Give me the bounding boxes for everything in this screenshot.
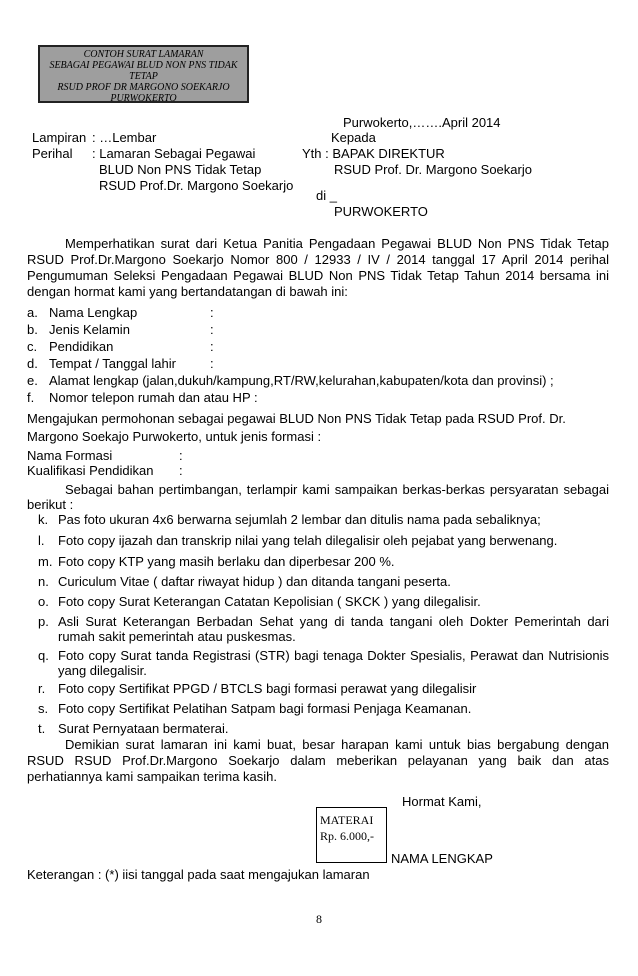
lampiran-label: Lampiran bbox=[32, 130, 87, 145]
requirement-label: p. bbox=[38, 614, 49, 629]
requirement-text: Pas foto ukuran 4x6 berwarna sejumlah 2 lembar dan ditulis nama pada sebaliknya; bbox=[58, 512, 541, 527]
field-text: Alamat lengkap (jalan,dukuh/kampung,RT/RW,kelurahan,kabupaten/kota dan provinsi) ; bbox=[49, 373, 554, 388]
field-label: b. bbox=[27, 322, 38, 337]
page-number: 8 bbox=[316, 912, 322, 926]
requirement-item bbox=[38, 681, 609, 696]
requirement-label: r. bbox=[38, 681, 46, 696]
requirement-label: l. bbox=[38, 533, 45, 548]
field-label: f. bbox=[27, 390, 35, 405]
field-text: Jenis Kelamin bbox=[49, 322, 130, 337]
field-text: Pendidikan bbox=[49, 339, 114, 354]
recipient-yth: Yth : BAPAK DIREKTUR bbox=[302, 146, 445, 161]
recipient-kepada: Kepada bbox=[331, 130, 376, 145]
requirement-item bbox=[38, 721, 609, 736]
requirement-label: t. bbox=[38, 721, 46, 736]
banner-line: CONTOH SURAT LAMARAN bbox=[83, 49, 204, 60]
requirement-label: q. bbox=[38, 648, 49, 663]
requirement-text: Foto copy Sertifikat PPGD / BTCLS bagi formasi perawat yang dilegalisir bbox=[58, 681, 477, 696]
field-colon: : bbox=[210, 305, 214, 320]
field-text: Nomor telepon rumah dan atau HP : bbox=[49, 390, 258, 405]
footnote: Keterangan : (*) iisi tanggal pada saat mengajukan lamaran bbox=[27, 867, 370, 882]
requirement-item bbox=[38, 648, 609, 678]
materai-label: MATERAI bbox=[320, 813, 374, 827]
formasi-label: Nama Formasi bbox=[27, 448, 113, 463]
materai-amount: Rp. 6.000,- bbox=[320, 829, 374, 843]
requirement-item bbox=[38, 594, 609, 609]
intro-paragraph bbox=[27, 236, 609, 300]
requirement-item bbox=[38, 614, 609, 644]
formasi-label: Kualifikasi Pendidikan bbox=[27, 463, 154, 478]
requirement-label: o. bbox=[38, 594, 49, 609]
requirement-label: m. bbox=[38, 554, 53, 569]
formasi-nama bbox=[27, 448, 183, 464]
banner-line: RSUD PROF DR MARGONO SOEKARJO bbox=[57, 82, 230, 93]
requirement-text: Foto copy Surat tanda Registrasi (STR) bagi tenaga Dokter Spesialis, Perawat dan Nutrisionis yang dilegalisir. bbox=[58, 648, 609, 678]
recipient-city: PURWOKERTO bbox=[334, 204, 428, 219]
intro-text: Memperhatikan surat dari Ketua Panitia Pengadaan Pegawai BLUD Non PNS Tidak Tetap RSUD Prof.Dr.Margono Soekarjo Nomor 800 / 12933 / IV / 2014 tanggal 17 April 2014 perihal Pengumuman Seleksi Pengadaan Pegawai BLUD Non PNS Tidak Tetap Tahun 2014 bersama ini dengan hormat kami yang bertandatangan di bawah ini: bbox=[27, 236, 609, 299]
sample-letter-banner bbox=[38, 45, 249, 103]
perihal-line: BLUD Non PNS Tidak Tetap bbox=[99, 162, 262, 177]
requirement-label: k. bbox=[38, 512, 49, 527]
field-colon: : bbox=[210, 322, 214, 337]
requirement-label: n. bbox=[38, 574, 49, 589]
recipient-di: di _ bbox=[316, 188, 337, 203]
consideration-text: Sebagai bahan pertimbangan, terlampir kami sampaikan berkas-berkas persyaratan sebagai berikut : bbox=[27, 482, 609, 512]
field-pendidikan bbox=[27, 339, 214, 355]
requirement-text: Foto copy Sertifikat Pelatihan Satpam bagi formasi Penjaga Keamanan. bbox=[58, 701, 472, 716]
field-label: c. bbox=[27, 339, 38, 354]
field-label: a. bbox=[27, 305, 38, 320]
field-telepon bbox=[27, 390, 258, 406]
perihal-line: : Lamaran Sebagai Pegawai bbox=[92, 146, 256, 161]
closing-paragraph bbox=[27, 737, 609, 785]
closing-text: Demikian surat lamaran ini kami buat, besar harapan kami untuk bias bergabung dengan RSUD RSUD Prof.Dr.Margono Soekarjo dalam meberikan pelayanan yang baik dan atas perhatiannya kami sampaikan terima kasih. bbox=[27, 737, 609, 784]
signature-regards: Hormat Kami, bbox=[402, 794, 482, 809]
banner-line: PURWOKERTO bbox=[110, 93, 177, 103]
field-alamat bbox=[27, 373, 554, 389]
lampiran-value: : …Lembar bbox=[92, 130, 157, 145]
requirement-text: Foto copy KTP yang masih berlaku dan diperbesar 200 %. bbox=[58, 554, 395, 569]
application-paragraph: Mengajukan permohonan sebagai pegawai BLUD Non PNS Tidak Tetap pada RSUD Prof. Dr. Margono Soekajo Purwokerto, untuk jenis formasi : bbox=[27, 411, 566, 444]
formasi-colon: : bbox=[179, 448, 183, 463]
field-label: d. bbox=[27, 356, 38, 371]
field-jenis-kelamin bbox=[27, 322, 214, 338]
requirement-item bbox=[38, 574, 609, 589]
field-tempat-tanggal-lahir bbox=[27, 356, 214, 372]
requirement-text: Foto copy Surat Keterangan Catatan Kepolisian ( SKCK ) yang dilegalisir. bbox=[58, 594, 481, 609]
letter-date: Purwokerto,…….April 2014 bbox=[343, 115, 501, 130]
banner-line: SEBAGAI PEGAWAI BLUD NON PNS TIDAK bbox=[49, 60, 238, 71]
field-colon: : bbox=[210, 339, 214, 354]
banner-line: TETAP bbox=[129, 71, 158, 82]
formasi-colon: : bbox=[179, 463, 183, 478]
requirement-item bbox=[38, 554, 609, 569]
field-text: Tempat / Tanggal lahir bbox=[49, 356, 176, 371]
field-text: Nama Lengkap bbox=[49, 305, 138, 320]
consideration-paragraph bbox=[27, 482, 609, 512]
requirement-item bbox=[38, 512, 609, 527]
requirement-text: Curiculum Vitae ( daftar riwayat hidup ) dan ditanda tangani peserta. bbox=[58, 574, 451, 589]
signature-name: NAMA LENGKAP bbox=[391, 851, 493, 866]
requirement-label: s. bbox=[38, 701, 49, 716]
field-nama-lengkap bbox=[27, 305, 214, 321]
field-label: e. bbox=[27, 373, 38, 388]
materai-stamp-box bbox=[316, 807, 387, 863]
formasi-kualifikasi bbox=[27, 463, 183, 479]
requirement-item bbox=[38, 701, 609, 716]
requirement-text: Foto copy ijazah dan transkrip nilai yang telah dilegalisir oleh pejabat yang berwenang. bbox=[58, 533, 558, 548]
requirement-text: Asli Surat Keterangan Berbadan Sehat yang di tanda tangani oleh Dokter Pemerintah dari rumah sakit pemerintah atau puskesmas. bbox=[58, 614, 609, 644]
perihal-line: RSUD Prof.Dr. Margono Soekarjo bbox=[99, 178, 294, 193]
recipient-name: RSUD Prof. Dr. Margono Soekarjo bbox=[334, 162, 532, 177]
perihal-label: Perihal bbox=[32, 146, 73, 161]
requirement-text: Surat Pernyataan bermaterai. bbox=[58, 721, 229, 736]
requirement-item bbox=[38, 533, 609, 548]
field-colon: : bbox=[210, 356, 214, 371]
